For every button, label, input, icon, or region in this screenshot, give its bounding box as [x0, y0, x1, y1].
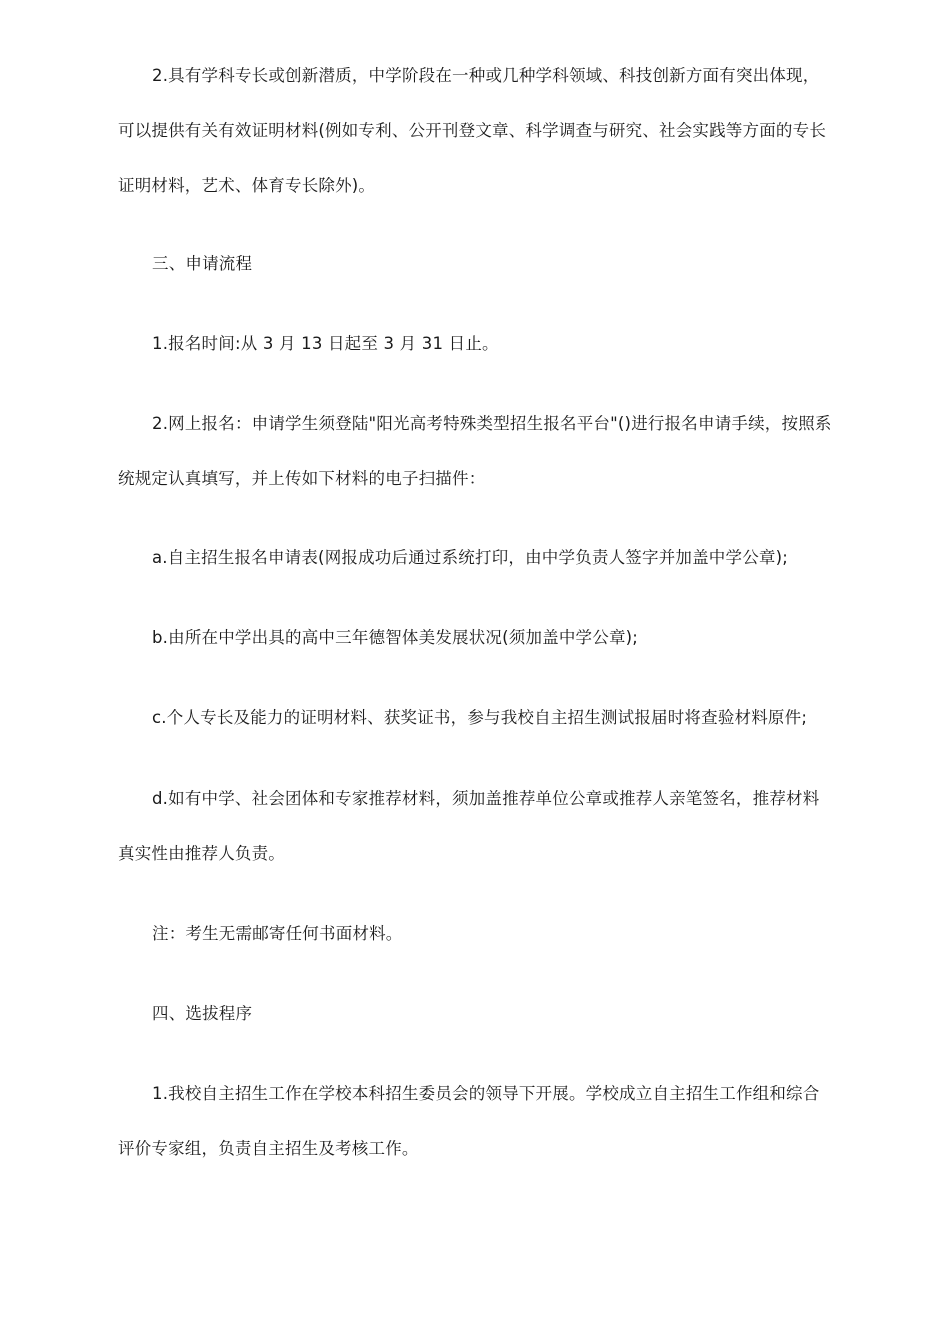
paragraph-registration-time — [118, 316, 830, 371]
text-line: 1.我校自主招生工作在学校本科招生委员会的领导下开展。学校成立自主招生工作组和综合 — [152, 1084, 820, 1103]
list-item-b — [118, 610, 830, 665]
text-line: 2.网上报名：申请学生须登陆"阳光高考特殊类型招生报名平台"()进行报名申请手续，按照系 — [152, 414, 832, 433]
text-line: 可以提供有关有效证明材料(例如专利、公开刊登文章、科学调查与研究、社会实践等方面的专长 — [118, 121, 827, 140]
section-heading-selection-procedure — [118, 986, 830, 1041]
list-item-a — [118, 530, 830, 585]
paragraph-specialty — [118, 48, 830, 213]
text-line: 统规定认真填写，并上传如下材料的电子扫描件： — [118, 469, 486, 488]
text-line: b.由所在中学出具的高中三年德智体美发展状况(须加盖中学公章); — [152, 628, 639, 647]
section-heading-application-process — [118, 236, 830, 291]
heading-text: 三、申请流程 — [152, 254, 253, 273]
text-line: 真实性由推荐人负责。 — [118, 844, 285, 863]
list-item-c — [118, 690, 830, 745]
text-line: 1.报名时间:从 3 月 13 日起至 3 月 31 日止。 — [152, 334, 499, 353]
list-item-d — [118, 771, 830, 881]
text-line: 评价专家组，负责自主招生及考核工作。 — [118, 1139, 419, 1158]
paragraph-note — [118, 906, 830, 961]
heading-text: 四、选拔程序 — [152, 1004, 253, 1023]
text-line: a.自主招生报名申请表(网报成功后通过系统打印，由中学负责人签字并加盖中学公章); — [152, 548, 788, 567]
paragraph-selection-1 — [118, 1066, 830, 1176]
text-line: d.如有中学、社会团体和专家推荐材料，须加盖推荐单位公章或推荐人亲笔签名，推荐材料 — [152, 789, 820, 808]
paragraph-online-registration — [118, 396, 830, 506]
text-line: 注：考生无需邮寄任何书面材料。 — [152, 924, 403, 943]
text-line: 2.具有学科专长或创新潜质，中学阶段在一种或几种学科领域、科技创新方面有突出体现， — [152, 66, 820, 85]
text-line: 证明材料，艺术、体育专长除外)。 — [118, 176, 376, 195]
text-line: c.个人专长及能力的证明材料、获奖证书，参与我校自主招生测试报届时将查验材料原件; — [152, 708, 808, 727]
